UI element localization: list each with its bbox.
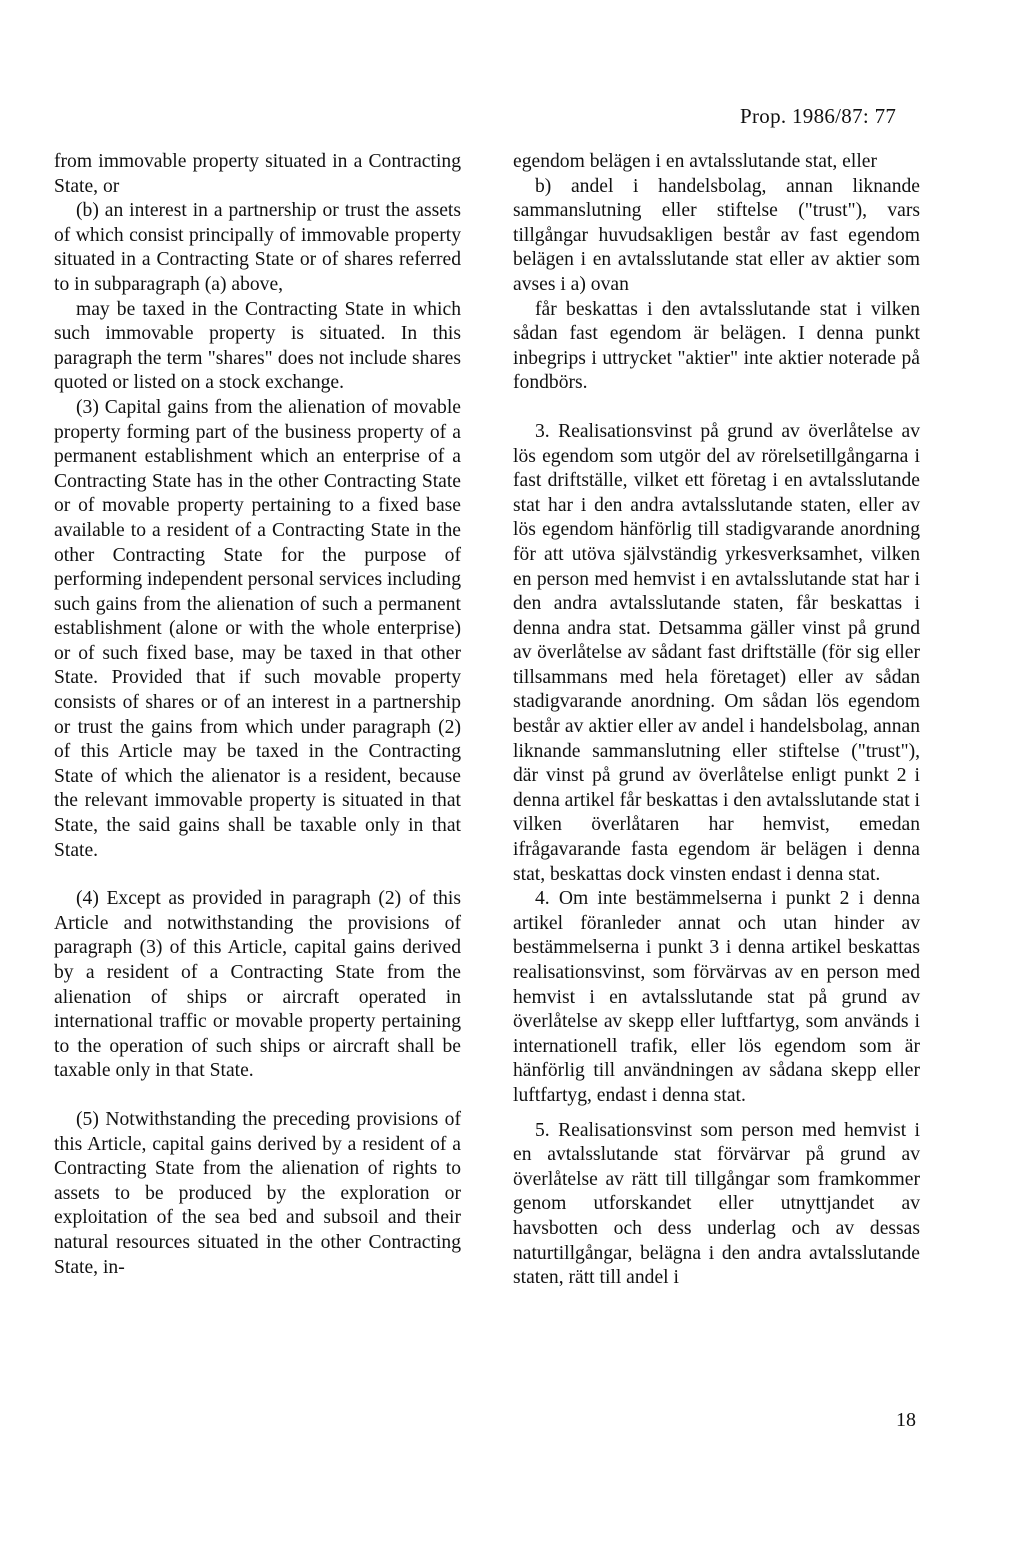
paragraph-3: (3) Capital gains from the alienation of movable property forming part of the business property of a permanent establishment which an enterprise of a Contracting State has in the other Contracting State or of movable property pertaining to a fixed base available to a resident of a Contracting State in the other Contracting State for the purpose of performing independent personal services including such gains from the alienation of such a permanent establishment (alone or with the whole enterprise) or of such fixed base, may be taxed in that other State. Provided that if such movable property consists of shares or of an interest in a partnership or trust the gains from which under paragraph (2) of this Article may be taxed in the Contracting State of which the alienator is a resident, because the relevant immovable property is situated in that State, the said gains shall be taxable only in that State.: [54, 396, 461, 861]
stycke-b: b) andel i handelsbolag, annan liknande sammanslutning eller stiftelse ("trust"), vars tillgångar huvudsakligen består av fast egendom belägen i en avtalsslutande stat eller av aktier som avses i a) ovan: [513, 175, 920, 295]
punkt-3: 3. Realisationsvinst på grund av överlåtelse av lös egendom som utgör del av rörelsetillgångarna i fast driftställe, vilket ett företag i en avtalsslutande stat har i den andra avtalsslutande staten, eller av lös egendom hänförlig till stadigvarande anordning för att utöva självständig yrkesverksamhet, vilken en person med hemvist i en avtalsslutande stat har i den andra avtalsslutande staten, får beskattas i denna andra stat. Detsamma gäller vinst på grund av överlåtelse av sådant fast driftställe (för sig eller tillsammans med hela företaget) eller av sådan stadigvarande anordning. Om sådan lös egendom består av aktier eller av andel i handelsbolag, annan liknande sammanslutning eller stiftelse ("trust"), där vinst på grund av överlåtelse enligt punkt 2 i denna artikel får beskattas i den avtalsslutande stat i vilken överlåtaren har hemvist, emedan ifrågavarande fasta egendom är belägen i denna stat, beskattas dock vinsten endast i denna stat.: [513, 420, 920, 885]
paragraph-continuation: from immovable property situated in a Contracting State, or: [54, 151, 461, 197]
paragraph-taxation-clause: may be taxed in the Contracting State in which such immovable property is situated. In this paragraph the term "shares" does not include shares quoted or listed on a stock exchange.: [54, 298, 461, 394]
paragraph-4: (4) Except as provided in paragraph (2) of this Article and notwithstanding the provisions of paragraph (3) of this Article, capital gains derived by a resident of a Contracting State from the alienation of ships or aircraft operated in international traffic or movable property pertaining to the operation of such ships or aircraft shall be taxable only in that State.: [54, 888, 461, 1082]
punkt-4: 4. Om inte bestämmelserna i punkt 2 i denna artikel föranleder annat och utan hinder av bestämmelserna i punkt 3 i denna artikel beskattas realisationsvinst, som förvärvas av en person med hemvist i en avtalsslutande stat på grund av överlåtelse av skepp eller luftfartyg, som används i internationell trafik, eller lös egendom som är hänförlig till användningen av sådana skepp eller luftfartyg, endast i denna stat.: [513, 888, 920, 1106]
swedish-text-column: [513, 150, 920, 1291]
english-text-column: [54, 150, 461, 1280]
paragraph-subparagraph-b: (b) an interest in a partnership or trust the assets of which consist principally of immovable property situated in a Contracting State or of shares referred to in subparagraph (a) above,: [54, 200, 461, 295]
paragraph-5: (5) Notwithstanding the preceding provisions of this Article, capital gains derived by a resident of a Contracting State from the alienation of rights to assets to be produced by the exploration or exploitation of the sea bed and subsoil and their natural resources situated in the other Contracting State, in-: [54, 1108, 461, 1278]
running-head: Prop. 1986/87: 77: [740, 104, 897, 128]
punkt-5: 5. Realisationsvinst som person med hemvist i en avtalsslutande stat förvärvar på grund av överlåtelse av rätt till tillgångar som framkommer genom utforskandet eller utnyttjandet av havsbotten och dess underlag och av dessas naturtillgångar, belägna i den andra avtalsslutande staten, rätt till andel i: [513, 1119, 920, 1289]
page-number: 18: [896, 1409, 916, 1431]
stycke-beskattning: får beskattas i den avtalsslutande stat i vilken sådan fast egendom är belägen. I denna punkt inbegrips i uttrycket "aktier" inte aktier noterade på fondbörs.: [513, 298, 920, 394]
stycke-fortsattning: egendom belägen i en avtalsslutande stat, eller: [513, 151, 877, 172]
